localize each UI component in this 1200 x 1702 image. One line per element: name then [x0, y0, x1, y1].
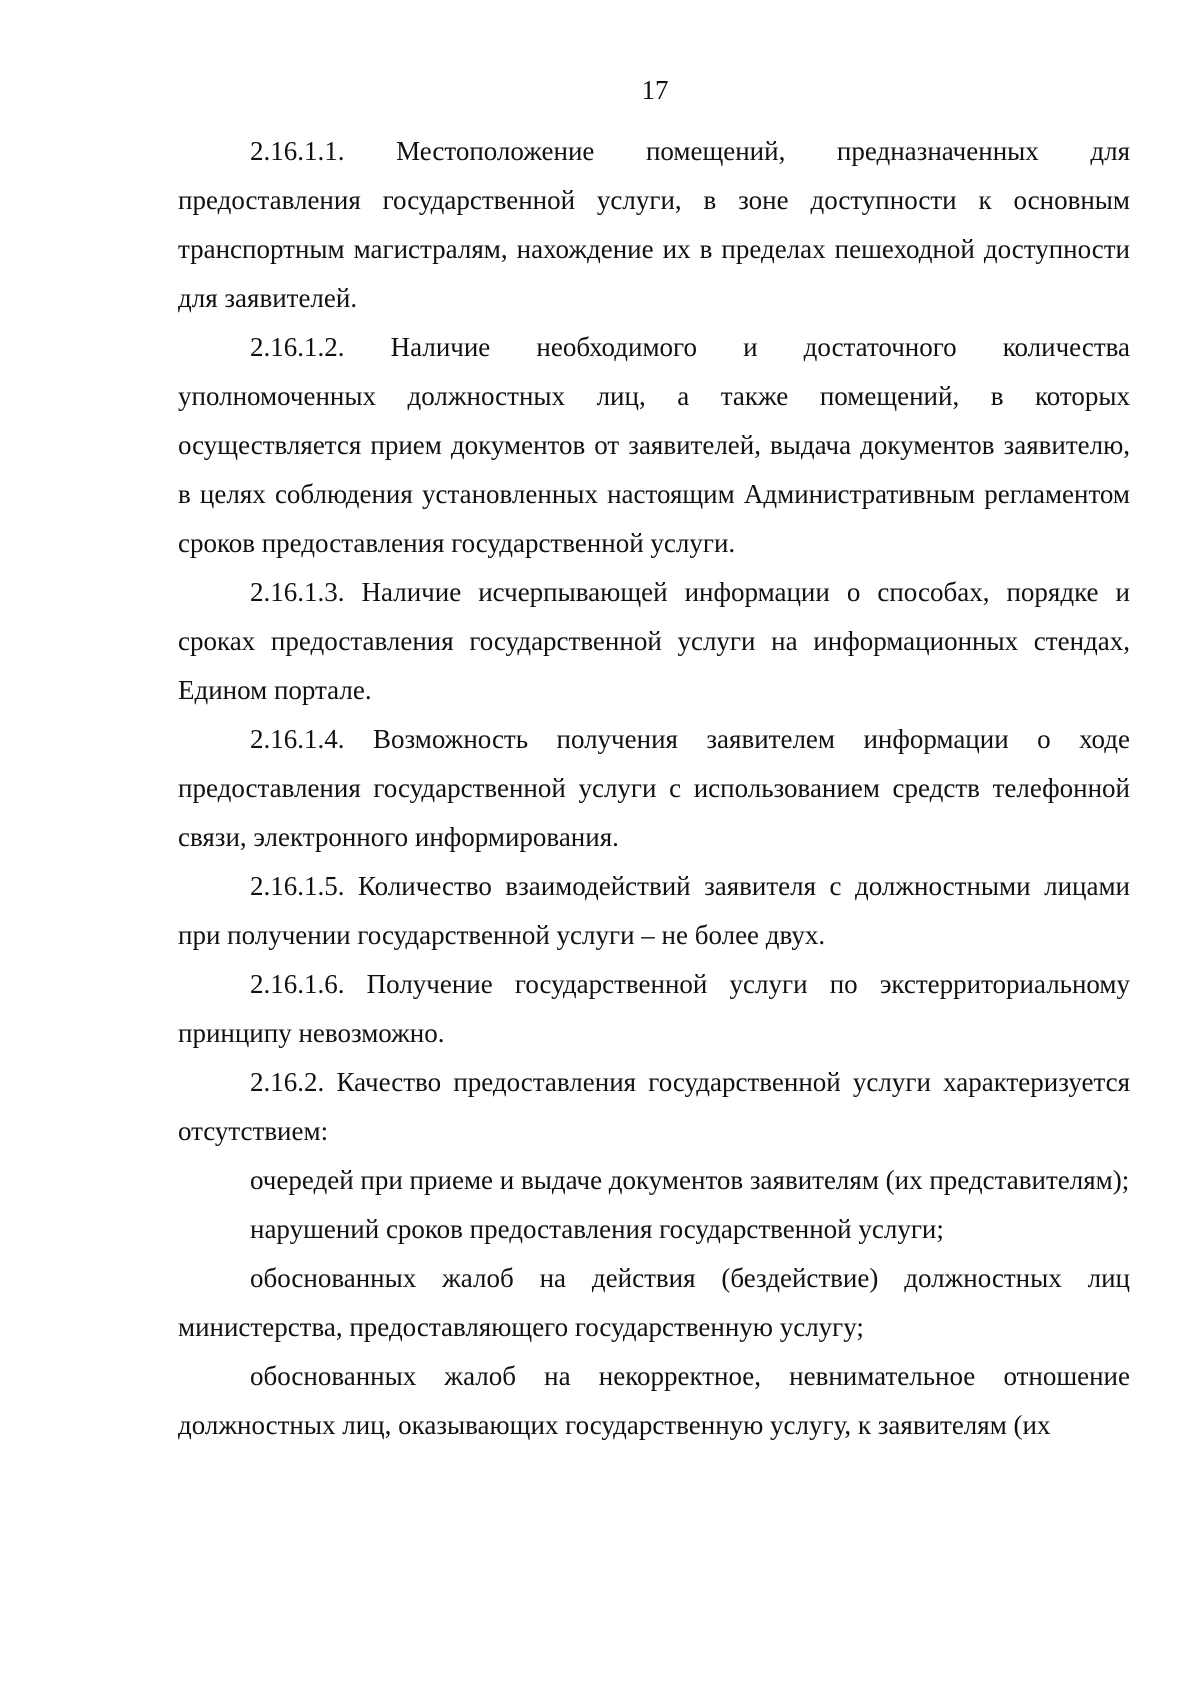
- list-item-complaints-actions: обоснованных жалоб на действия (бездействие) должностных лиц министерства, предоставляющего государственную услугу;: [178, 1263, 1130, 1342]
- paragraph-2-16-2: 2.16.2. Качество предоставления государственной услуги характеризуется отсутствием:: [178, 1067, 1130, 1146]
- list-item-complaints-attitude: обоснованных жалоб на некорректное, невнимательное отношение должностных лиц, оказывающих государственную услугу, к заявителям (их: [178, 1361, 1130, 1440]
- paragraph-2-16-1-5: 2.16.1.5. Количество взаимодействий заявителя с должностными лицами при получении государственной услуги – не более двух.: [178, 871, 1130, 950]
- paragraph-2-16-1-3: 2.16.1.3. Наличие исчерпывающей информации о способах, порядке и сроках предоставления государственной услуги на информационных стендах, Едином портале.: [178, 577, 1130, 705]
- paragraph-2-16-1-6: 2.16.1.6. Получение государственной услуги по экстерриториальному принципу невозможно.: [178, 969, 1130, 1048]
- list-item-deadline-violations: нарушений сроков предоставления государственной услуги;: [250, 1214, 944, 1244]
- list-item-queues: очередей при приеме и выдаче документов заявителям (их представителям);: [250, 1165, 1130, 1195]
- paragraph-2-16-1-1: 2.16.1.1. Местоположение помещений, предназначенных для предоставления государственной услуги, в зоне доступности к основным транспортным магистралям, нахождение их в пределах пешеходной доступности для заявителей.: [178, 136, 1130, 313]
- page-number: 17: [641, 75, 669, 105]
- document-body: [178, 127, 1130, 1450]
- paragraph-2-16-1-2: 2.16.1.2. Наличие необходимого и достаточного количества уполномоченных должностных лиц, а также помещений, в которых осуществляется прием документов от заявителей, выдача документов заявителю, в целях соблюдения установленных настоящим Административным регламентом сроков предоставления государственной услуги.: [178, 332, 1130, 558]
- paragraph-2-16-1-4: 2.16.1.4. Возможность получения заявителем информации о ходе предоставления государственной услуги с использованием средств телефонной связи, электронного информирования.: [178, 724, 1130, 852]
